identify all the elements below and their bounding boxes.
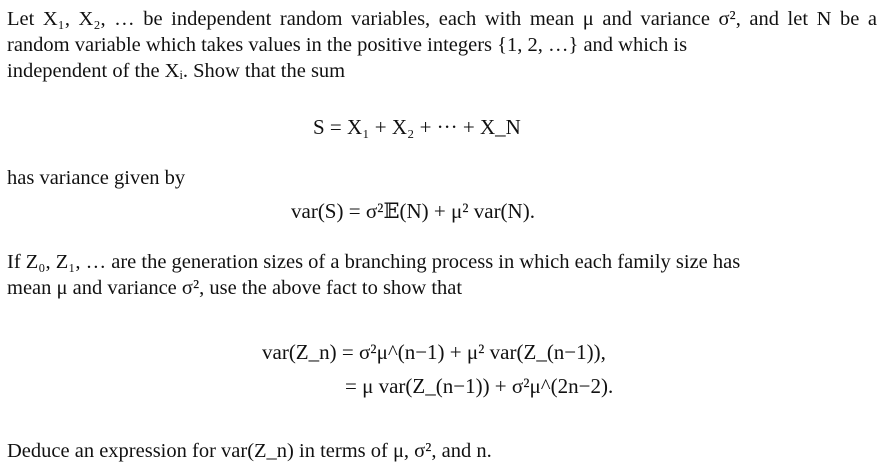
intro-line-2: N be a random variable which takes values in the positive integers {1, 2, …} and which is bbox=[7, 8, 877, 56]
recursion-equation-line-1: var(Z_n) = σ²μ^(n−1) + μ² var(Z_(n−1)), bbox=[262, 340, 606, 364]
intro-line-1: Let X₁, X₂, … be independent random variables, each with mean μ and variance σ², and let bbox=[7, 8, 809, 30]
variance-lead-text: has variance given by bbox=[7, 167, 186, 189]
branching-line-2: mean μ and variance σ², use the above fact to show that bbox=[7, 277, 463, 299]
branching-paragraph bbox=[7, 249, 877, 301]
branching-line-1: If Z₀, Z₁, … are the generation sizes of a branching process in which each family size has bbox=[7, 251, 741, 273]
deduce-instruction: Deduce an expression for var(Z_n) in terms of μ, σ², and n. bbox=[7, 440, 492, 462]
variance-equation: var(S) = σ²𝔼(N) + μ² var(N). bbox=[291, 199, 535, 223]
intro-line-3: independent of the Xᵢ. Show that the sum bbox=[7, 60, 346, 82]
intro-paragraph bbox=[7, 6, 877, 84]
recursion-equation-line-2: = μ var(Z_(n−1)) + σ²μ^(2n−2). bbox=[345, 374, 614, 398]
sum-equation: S = X₁ + X₂ + ··· + X_N bbox=[313, 115, 521, 139]
